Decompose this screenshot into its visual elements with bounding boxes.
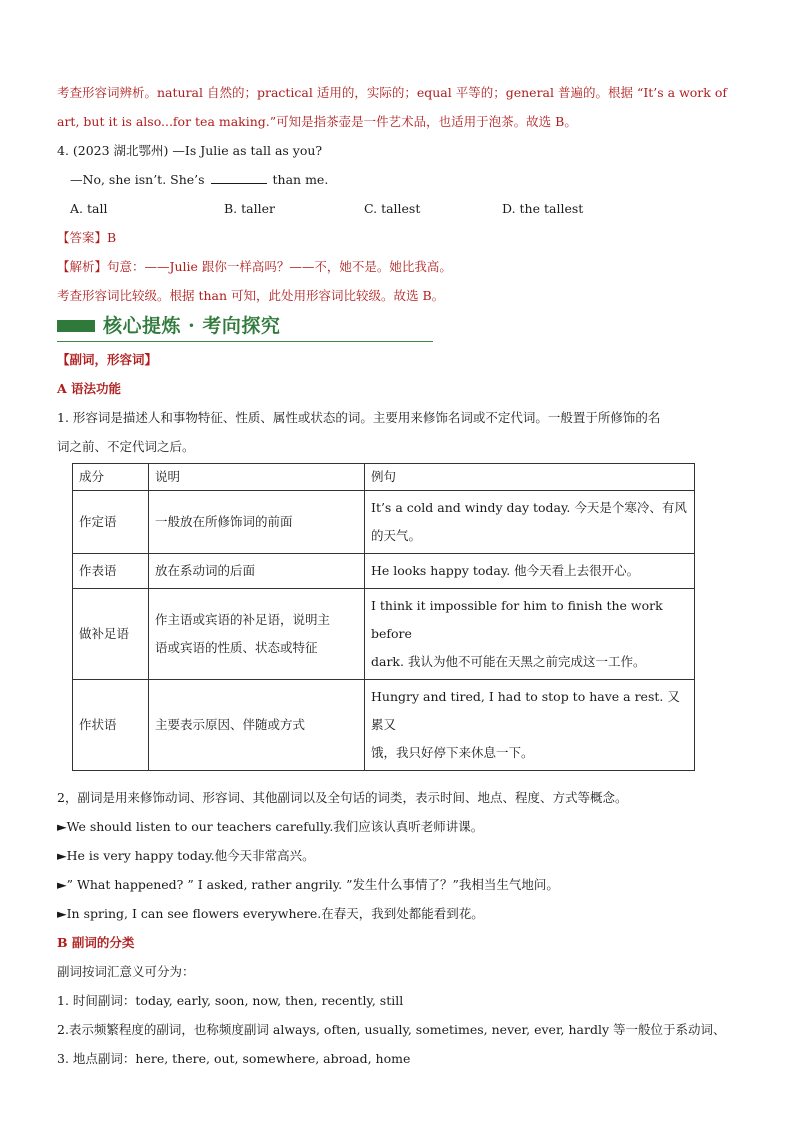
- example-text: I think it impossible for him to finish the work before: [371, 598, 663, 641]
- answer-line: 【答案】B: [57, 230, 117, 245]
- table-cell-example: [365, 491, 695, 554]
- example-text: 饿，我只好停下来休息一下。: [371, 745, 534, 760]
- table-cell-example: [365, 554, 695, 589]
- table-row: [73, 680, 695, 771]
- adverb-class-item: 2.表示频繁程度的副词，也称频度副词 always, often, usually, sometimes, never, ever, hardly 等一般位于系动词、: [57, 1022, 726, 1037]
- adverb-example: ►We should listen to our teachers carefully.我们应该认真听老师讲课。: [57, 819, 484, 834]
- option-c: C. tallest: [364, 201, 421, 216]
- example-text: He looks happy today. 他今天看上去很开心。: [371, 563, 640, 578]
- section-banner: [57, 313, 741, 343]
- table-cell-role: 作状语: [73, 680, 149, 771]
- table-cell-role: 做补足语: [73, 589, 149, 680]
- banner-underline: [57, 341, 433, 342]
- section-heading: 【副词，形容词】: [57, 352, 158, 367]
- question-4-reply: [57, 165, 741, 194]
- adjective-para-line-2: 词之前、不定代词之后。: [57, 439, 195, 454]
- banner-title: 核心提炼 · 考向探究: [103, 315, 281, 337]
- table-cell-desc: [149, 680, 365, 771]
- table-row: [73, 589, 695, 680]
- table-header-example: 例句: [365, 464, 695, 491]
- table-cell-example: [365, 680, 695, 771]
- question-4-stem: 4. (2023 湖北鄂州) —Is Julie as tall as you?: [57, 143, 323, 158]
- example-text: Hungry and tired, I had to stop to have a rest. 又累又: [371, 689, 680, 732]
- prev-explanation-line-2: art, but it is also...for tea making.”可知是指茶壶是一件艺术品，也适用于泡茶。故选 B。: [57, 114, 577, 129]
- subheading-a: A 语法功能: [57, 381, 122, 396]
- adjective-function-table: [72, 463, 695, 771]
- option-d: D. the tallest: [502, 201, 584, 216]
- desc-text: 语或宾语的性质、状态或特征: [155, 640, 318, 655]
- adverb-class-intro: 副词按词汇意义可分为：: [57, 964, 195, 979]
- answer-blank: [211, 171, 267, 184]
- reply-after: than me.: [272, 172, 329, 187]
- banner-bar-decoration: [57, 320, 95, 332]
- adverb-example: ►He is very happy today.他今天非常高兴。: [57, 848, 315, 863]
- desc-text: 主要表示原因、伴随或方式: [155, 717, 306, 732]
- table-cell-role: 作表语: [73, 554, 149, 589]
- table-row: [73, 491, 695, 554]
- desc-text: 放在系动词的后面: [155, 563, 256, 578]
- example-text: dark. 我认为他不可能在天黑之前完成这一工作。: [371, 654, 646, 669]
- option-a: A. tall: [70, 201, 108, 216]
- subheading-b: B 副词的分类: [57, 935, 135, 950]
- document-page: [57, 78, 741, 1073]
- table-header-row: [73, 464, 695, 491]
- adverb-class-item: 3. 地点副词：here, there, out, somewhere, abroad, home: [57, 1051, 411, 1066]
- table-header-desc: 说明: [149, 464, 365, 491]
- example-text: 的天气。: [371, 528, 422, 543]
- example-text: It’s a cold and windy day today. 今天是个寒冷、有风: [371, 500, 687, 515]
- desc-text: 作主语或宾语的补足语，说明主: [155, 612, 331, 627]
- table-cell-example: [365, 589, 695, 680]
- analysis-line-1: 【解析】句意：——Julie 跟你一样高吗？——不，她不是。她比我高。: [57, 259, 452, 274]
- adverb-example: ►” What happened? ” I asked, rather angrily. ”发生什么事情了？”我相当生气地问。: [57, 877, 559, 892]
- table-row: [73, 554, 695, 589]
- adverb-class-item: 1. 时间副词：today, early, soon, now, then, recently, still: [57, 993, 404, 1008]
- adverb-intro: 2，副词是用来修饰动词、形容词、其他副词以及全句话的词类，表示时间、地点、程度、方式等概念。: [57, 790, 628, 805]
- desc-text: 一般放在所修饰词的前面: [155, 514, 293, 529]
- table-cell-desc: [149, 491, 365, 554]
- option-b: B. taller: [224, 201, 275, 216]
- table-cell-role: 作定语: [73, 491, 149, 554]
- table-header-role: 成分: [73, 464, 149, 491]
- table-cell-desc: [149, 554, 365, 589]
- question-4-options: [57, 194, 741, 223]
- analysis-line-2: 考查形容词比较级。根据 than 可知，此处用形容词比较级。故选 B。: [57, 288, 445, 303]
- reply-before: —No, she isn’t. She’s: [70, 172, 205, 187]
- adverb-example: ►In spring, I can see flowers everywhere.在春天，我到处都能看到花。: [57, 906, 484, 921]
- prev-explanation-line-1: 考查形容词辨析。natural 自然的；practical 适用的，实际的；equal 平等的；general 普遍的。根据 “It’s a work of: [57, 85, 727, 100]
- table-cell-desc: [149, 589, 365, 680]
- adjective-para-line-1: 1. 形容词是描述人和事物特征、性质、属性或状态的词。主要用来修饰名词或不定代词。一般置于所修饰的名: [57, 410, 661, 425]
